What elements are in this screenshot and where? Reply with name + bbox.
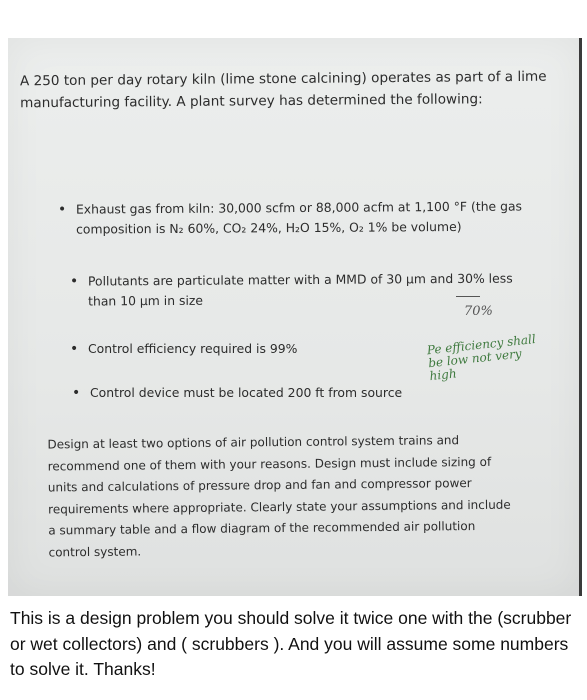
bullet-dot: • [70,341,79,357]
bullet-pollutants [69,268,528,311]
handwritten-underline [456,296,480,297]
bullet-text: Pollutants are particulate matter with a MMD of 30 µm and 30% less than 10 µm in size [87,270,513,309]
problem-photo [8,38,582,596]
bullet-exhaust-gas [57,196,536,239]
handwritten-note-efficiency: Pe efficiency shall be low not very high [426,331,537,384]
bullet-text: Exhaust gas from kiln: 30,000 scfm or 88,000 acfm at 1,100 °F (the gas composition is N₂ 60%, CO₂ 24%, H₂O 15%, O₂ 1% be volume) [75,198,523,237]
bullet-device-location [72,383,420,403]
problem-intro: A 250 ton per day rotary kiln (lime stone calcining) operates as part of a lime manufacturing facility. A plant survey has determined the following: [19,68,547,112]
bullet-dot: • [69,273,79,290]
bullet-text: Control efficiency required is 99% [88,341,298,356]
question-caption: This is a design problem you should solve it twice one with the (scrubber or wet collectors) and ( scrubbers ). And you will assume some numbers to solve it. Thanks! [10,608,572,679]
bullet-dot: • [57,201,67,218]
handwritten-note-percent: 70% [464,304,493,319]
bullet-control-efficiency [70,339,448,359]
bullet-dot: • [72,385,81,401]
design-instructions: Design at least two options of air pollution control system trains and recommend one of them with your reasons. Design must include sizing of units and calculations of pressure drop and fan and compressor power requirements where appropriate. Clearly state your assumptions and include a summary table and a flow diagram of the recommended air pollution control system. [47,433,511,560]
bullet-text: Control device must be located 200 ft from source [90,385,403,400]
